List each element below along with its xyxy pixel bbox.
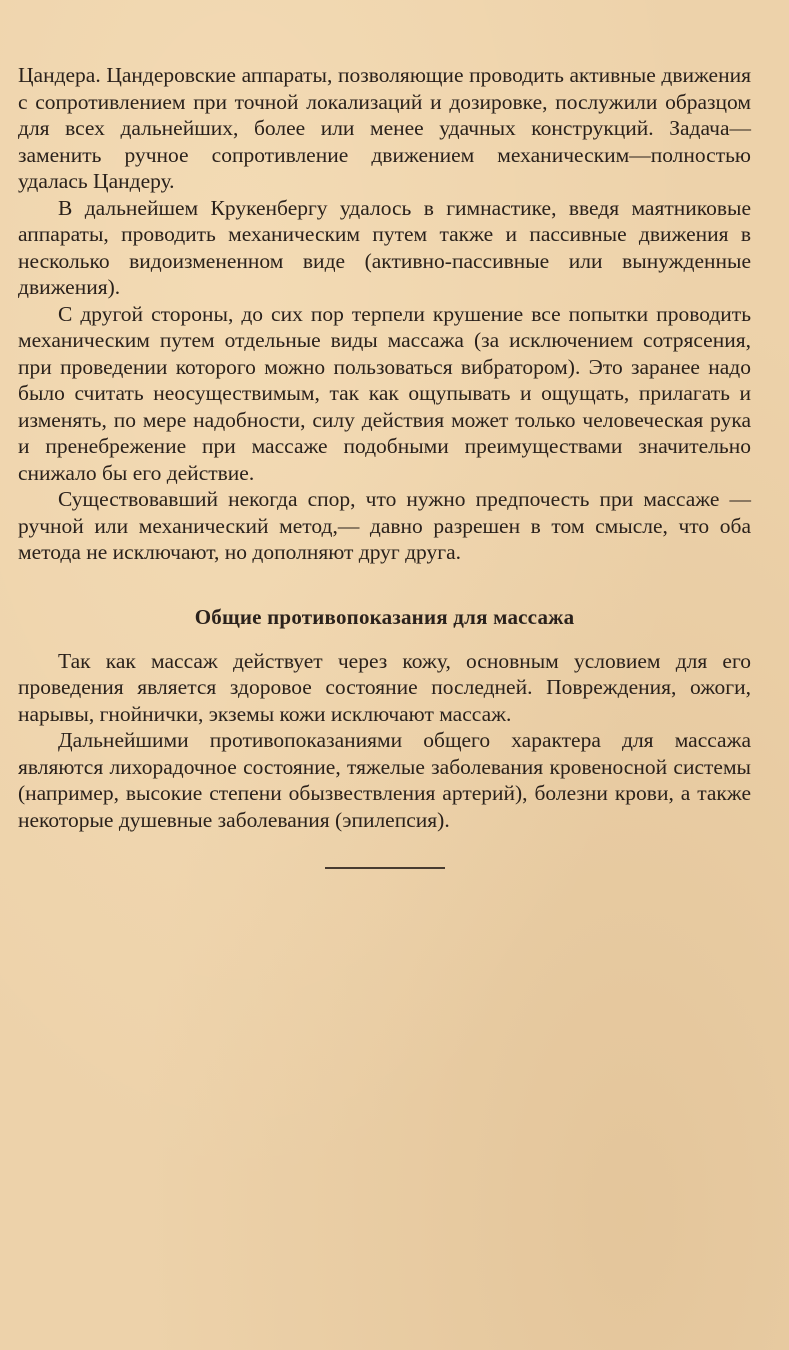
paragraph-zander-apparatus: Цандера. Цандеровские аппараты, позволяющие проводить активные движения с сопротивлением при точной локализаций и дозировке, послужили образцом для всех дальнейших, более или менее удачных конструкций. Задача—заменить ручное сопротивление движением механическим—полностью удалась Цандеру. (18, 63, 751, 193)
paragraph-manual-vs-mechanical: Существовавший некогда спор, что нужно предпочесть при массаже — ручной или механический метод,— давно разрешен в том смысле, что оба метода не исключают, но дополняют друг друга. (18, 487, 751, 564)
paragraph-mechanical-massage: С другой стороны, до сих пор терпели крушение все попытки проводить механическим путем отдельные виды массажа (за исключением сотрясения, при проведении которого можно пользоваться вибратором). Это заранее надо было считать неосуществимым, так как ощупывать и ощущать, прилагать и изменять, по мере надобности, силу действия может только человеческая рука и пренебрежение при массаже подобными преимуществами значительно снижало бы его действие. (18, 301, 751, 485)
section-heading: Общие противопоказания для массажа (194, 604, 575, 629)
paragraph-krukenberg: В дальнейшем Крукенбергу удалось в гимнастике, введя маятниковые аппараты, проводить механическим путем также и пассивные движения в несколько видоизмененном виде (активно-пассивные или вынужденные движения). (18, 195, 751, 299)
paragraph-general-contraindications: Дальнейшими противопоказаниями общего характера для массажа являются лихорадочное состояние, тяжелые заболевания кровеносной системы (например, высокие степени обызвествления артерий), болезни крови, а также некоторые душевные заболевания (эпилепсия). (18, 728, 751, 832)
paragraph-skin-condition: Так как массаж действует через кожу, основным условием для его проведения является здоровое состояние последней. Повреждения, ожоги, нарывы, гнойнички, экземы кожи исключают массаж. (18, 648, 751, 726)
section-divider (325, 867, 445, 869)
